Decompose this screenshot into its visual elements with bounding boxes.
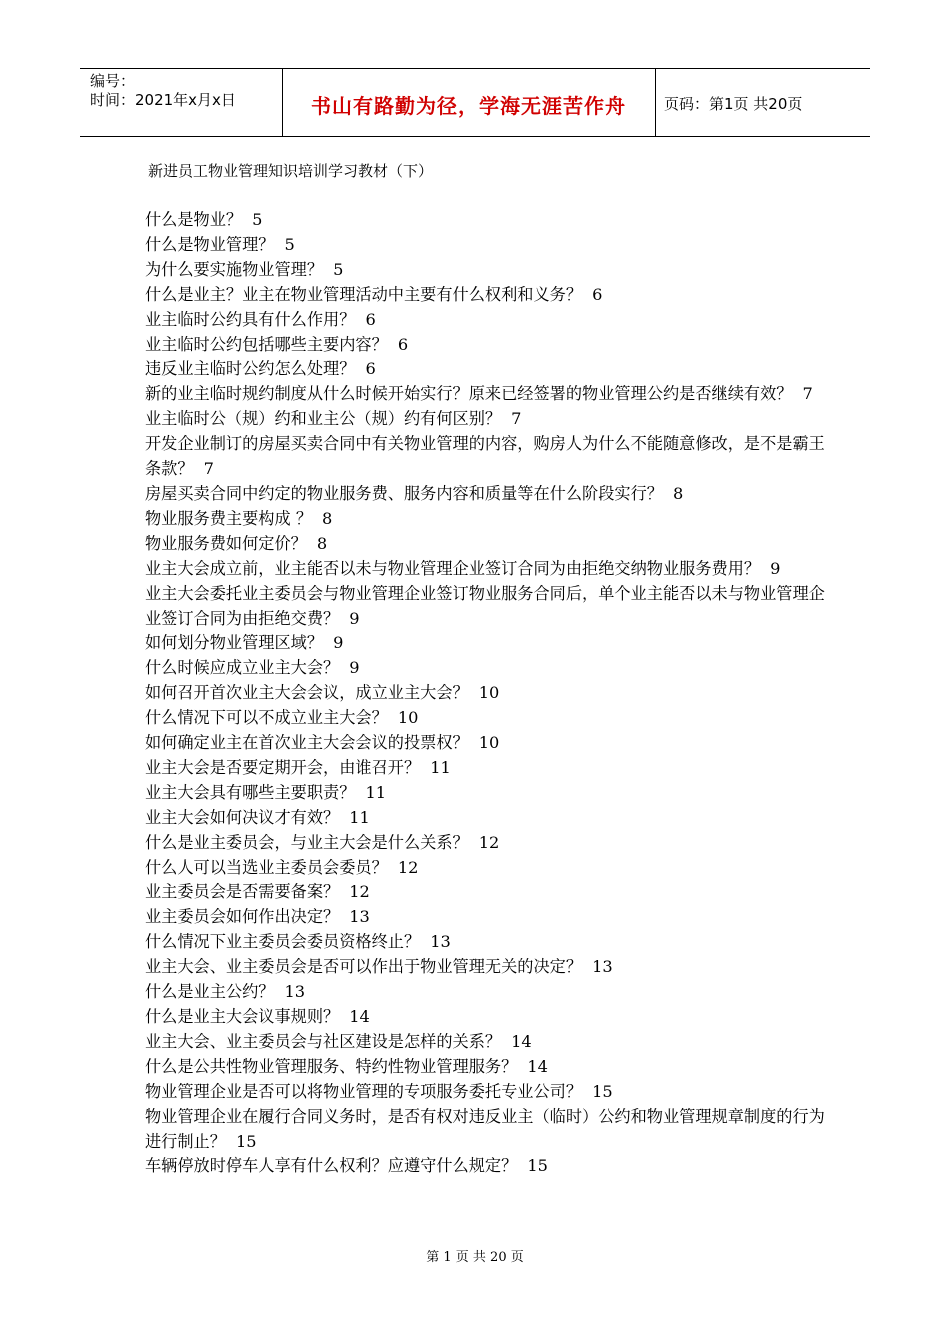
toc-entry-text: 物业管理企业是否可以将物业管理的专项服务委托专业公司？ bbox=[145, 1081, 583, 1101]
toc-entry-page: 12 bbox=[349, 882, 370, 902]
toc-entry-text: 什么人可以当选业主委员会委员？ bbox=[145, 857, 388, 877]
toc-entry-text: 什么是业主？业主在物业管理活动中主要有什么权利和义务？ bbox=[145, 284, 583, 304]
toc-entry-page: 10 bbox=[397, 708, 419, 728]
toc-entry-text: 车辆停放时停车人享有什么权利？应遵守什么规定？ bbox=[145, 1156, 518, 1176]
table-of-contents bbox=[145, 208, 825, 1179]
toc-entry-page: 10 bbox=[478, 733, 500, 753]
toc-entry[interactable] bbox=[145, 831, 825, 856]
toc-entry-page: 8 bbox=[316, 533, 328, 553]
toc-entry-page: 9 bbox=[770, 558, 781, 578]
toc-entry-text: 业主临时公约具有什么作用？ bbox=[145, 309, 356, 329]
toc-entry-text: 业主委员会如何作出决定？ bbox=[145, 907, 340, 927]
header-bottom-rule bbox=[80, 136, 870, 137]
header-slogan: 书山有路勤为径，学海无涯苦作舟 bbox=[311, 94, 626, 118]
header-meta bbox=[90, 72, 236, 110]
toc-entry[interactable] bbox=[145, 806, 825, 831]
toc-entry-text: 业主临时公（规）约和业主公（规）约有何区别？ bbox=[145, 409, 502, 429]
toc-entry-text: 业主大会是否要定期开会，由谁召开？ bbox=[145, 757, 421, 777]
toc-entry-text: 业主大会成立前，业主能否以未与物业管理企业签订合同为由拒绝交纳物业服务费用？ bbox=[145, 558, 761, 578]
toc-entry-text: 什么是业主大会议事规则？ bbox=[145, 1007, 340, 1026]
toc-entry[interactable] bbox=[145, 955, 825, 980]
toc-entry[interactable] bbox=[145, 1005, 825, 1030]
toc-entry-text: 新的业主临时规约制度从什么时候开始实行？原来已经签署的物业管理公约是否继续有效？ bbox=[145, 384, 793, 404]
toc-entry-text: 什么是公共性物业管理服务、特约性物业管理服务？ bbox=[145, 1056, 518, 1076]
toc-entry[interactable] bbox=[145, 432, 825, 482]
toc-entry-page: 13 bbox=[430, 932, 451, 952]
toc-entry-page: 10 bbox=[478, 683, 500, 703]
toc-entry-page: 11 bbox=[430, 757, 451, 777]
toc-entry-page: 8 bbox=[322, 508, 333, 528]
toc-entry-text: 开发企业制订的房屋买卖合同中有关物业管理的内容，购房人为什么不能随意修改，是不是霸王条款？ bbox=[145, 434, 825, 479]
toc-entry-page: 11 bbox=[349, 807, 370, 827]
toc-entry[interactable] bbox=[145, 930, 825, 955]
toc-entry[interactable] bbox=[145, 582, 825, 632]
toc-entry-text: 什么是业主委员会，与业主大会是什么关系？ bbox=[145, 832, 469, 852]
toc-entry-text: 什么是物业？ bbox=[145, 210, 243, 229]
toc-entry-page: 13 bbox=[349, 907, 370, 927]
toc-entry[interactable] bbox=[145, 507, 825, 532]
toc-entry-page: 15 bbox=[235, 1131, 257, 1151]
toc-entry-page: 15 bbox=[527, 1156, 548, 1176]
toc-entry-text: 业主大会具有哪些主要职责？ bbox=[145, 782, 356, 802]
toc-entry-text: 业主临时公约包括哪些主要内容？ bbox=[145, 334, 388, 354]
toc-entry-text: 房屋买卖合同中约定的物业服务费、服务内容和质量等在什么阶段实行？ bbox=[145, 483, 663, 503]
toc-entry-page: 6 bbox=[365, 359, 376, 379]
toc-entry-page: 7 bbox=[511, 409, 522, 429]
toc-entry[interactable] bbox=[145, 482, 825, 507]
toc-entry[interactable] bbox=[145, 781, 825, 806]
toc-entry[interactable] bbox=[145, 1105, 825, 1155]
toc-entry-page: 6 bbox=[365, 309, 376, 329]
toc-entry-text: 什么情况下可以不成立业主大会？ bbox=[145, 708, 388, 728]
toc-entry-page: 13 bbox=[284, 982, 306, 1002]
toc-entry[interactable] bbox=[145, 880, 825, 905]
toc-entry-page: 14 bbox=[511, 1031, 532, 1051]
toc-entry-text: 什么是物业管理？ bbox=[145, 234, 275, 254]
document-title: 新进员工物业管理知识培训学习教材（下） bbox=[148, 162, 434, 180]
toc-entry-page: 14 bbox=[527, 1056, 548, 1076]
toc-entry-page: 8 bbox=[673, 483, 684, 503]
toc-entry[interactable] bbox=[145, 681, 825, 706]
toc-entry[interactable] bbox=[145, 731, 825, 756]
toc-entry-page: 12 bbox=[397, 857, 419, 877]
toc-entry[interactable] bbox=[145, 283, 825, 308]
toc-entry-page: 9 bbox=[333, 633, 344, 653]
toc-entry-text: 业主大会、业主委员会与社区建设是怎样的关系？ bbox=[145, 1031, 502, 1051]
header-number: 编号： bbox=[90, 72, 136, 90]
toc-entry-page: 5 bbox=[284, 234, 295, 254]
toc-entry-page: 9 bbox=[349, 658, 360, 678]
toc-entry-text: 如何召开首次业主大会会议，成立业主大会？ bbox=[145, 683, 469, 703]
toc-entry-page: 6 bbox=[592, 284, 603, 304]
toc-entry[interactable] bbox=[145, 706, 825, 731]
toc-entry-text: 业主大会、业主委员会是否可以作出于物业管理无关的决定？ bbox=[145, 957, 583, 977]
toc-entry[interactable] bbox=[145, 631, 825, 656]
page-footer: 第 1 页 共 20 页 bbox=[426, 1250, 524, 1265]
toc-entry-text: 物业管理企业在履行合同义务时，是否有权对违反业主（临时）公约和物业管理规章制度的行为进行制止？ bbox=[145, 1106, 825, 1151]
toc-entry[interactable] bbox=[145, 557, 825, 582]
toc-entry[interactable] bbox=[145, 407, 825, 432]
toc-entry-page: 12 bbox=[478, 832, 500, 852]
toc-entry-page: 11 bbox=[365, 782, 387, 802]
toc-entry-page: 9 bbox=[349, 608, 360, 628]
toc-entry-text: 什么时候应成立业主大会？ bbox=[145, 658, 340, 678]
toc-entry-text: 物业服务费主要构成 ？ bbox=[145, 508, 313, 528]
toc-entry-page: 13 bbox=[592, 957, 613, 977]
toc-entry[interactable] bbox=[145, 357, 825, 382]
toc-entry-text: 物业服务费如何定价？ bbox=[145, 533, 307, 553]
toc-entry[interactable] bbox=[145, 532, 825, 557]
toc-entry[interactable] bbox=[145, 1080, 825, 1105]
toc-entry-text: 如何确定业主在首次业主大会会议的投票权？ bbox=[145, 733, 469, 753]
header-divider-right bbox=[655, 68, 656, 136]
toc-entry-page: 6 bbox=[397, 334, 409, 354]
toc-entry[interactable] bbox=[145, 756, 825, 781]
toc-entry-text: 如何划分物业管理区域？ bbox=[145, 633, 324, 653]
toc-entry[interactable] bbox=[145, 656, 825, 681]
toc-entry[interactable] bbox=[145, 333, 825, 358]
header-top-rule bbox=[80, 68, 870, 69]
toc-entry[interactable] bbox=[145, 856, 825, 881]
toc-entry-page: 14 bbox=[349, 1007, 370, 1026]
header-date: 时间：2021年x月x日 bbox=[90, 91, 236, 109]
toc-entry[interactable] bbox=[145, 980, 825, 1005]
toc-entry[interactable] bbox=[145, 1055, 825, 1080]
toc-entry[interactable] bbox=[145, 1030, 825, 1055]
toc-entry-text: 业主委员会是否需要备案？ bbox=[145, 882, 340, 902]
toc-entry[interactable] bbox=[145, 233, 825, 258]
toc-entry-text: 为什么要实施物业管理？ bbox=[145, 259, 324, 279]
toc-entry[interactable] bbox=[145, 382, 825, 407]
toc-entry[interactable] bbox=[145, 1154, 825, 1179]
toc-entry-page: 5 bbox=[252, 210, 263, 229]
toc-entry[interactable] bbox=[145, 208, 825, 233]
toc-entry-page: 7 bbox=[802, 384, 813, 404]
header-page-number: 页码：第1页 共20页 bbox=[664, 95, 803, 113]
toc-entry-text: 业主大会如何决议才有效？ bbox=[145, 807, 340, 827]
toc-entry-page: 5 bbox=[333, 259, 344, 279]
toc-entry-text: 违反业主临时公约怎么处理？ bbox=[145, 359, 356, 379]
toc-entry-page: 15 bbox=[592, 1081, 613, 1101]
toc-entry-text: 什么情况下业主委员会委员资格终止？ bbox=[145, 932, 421, 952]
toc-entry[interactable] bbox=[145, 258, 825, 283]
toc-entry-text: 什么是业主公约？ bbox=[145, 982, 275, 1002]
toc-entry[interactable] bbox=[145, 905, 825, 930]
toc-entry-page: 7 bbox=[203, 459, 214, 479]
toc-entry[interactable] bbox=[145, 308, 825, 333]
toc-entry-text: 业主大会委托业主委员会与物业管理企业签订物业服务合同后，单个业主能否以未与物业管理企业签订合同为由拒绝交费？ bbox=[145, 583, 825, 628]
